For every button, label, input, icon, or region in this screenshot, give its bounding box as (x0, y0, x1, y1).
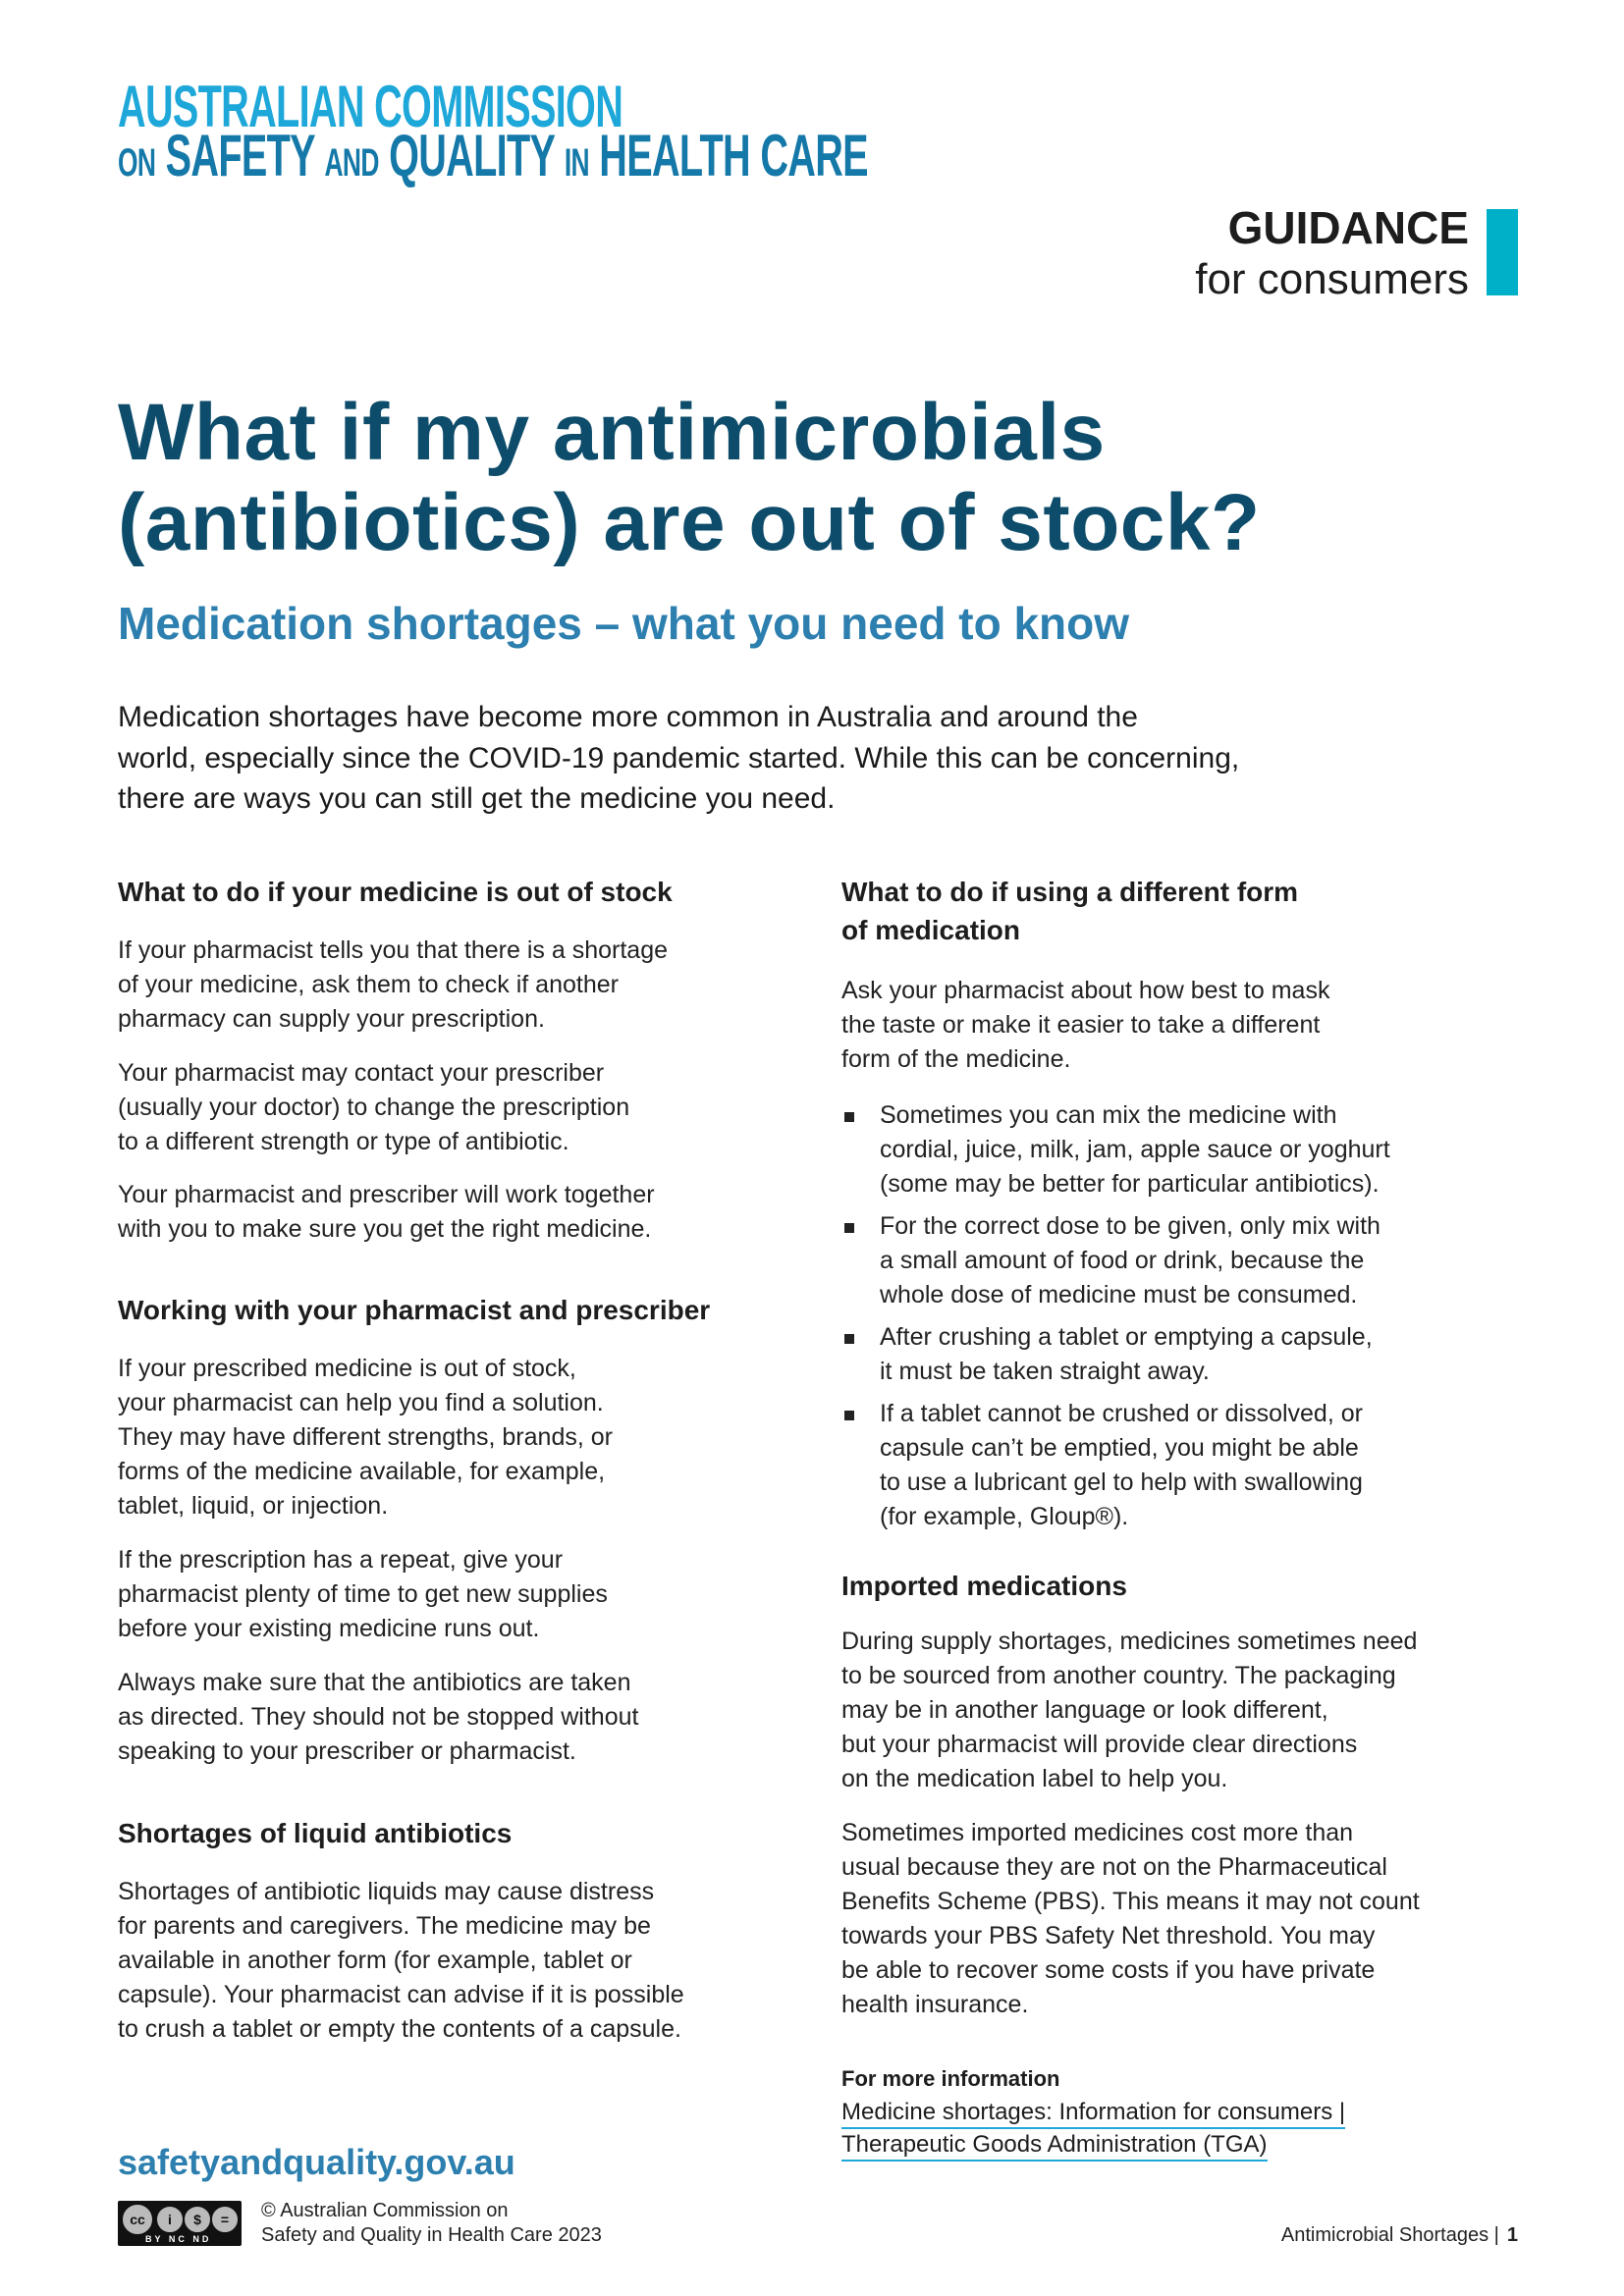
page-subtitle: Medication shortages – what you need to know (118, 598, 1130, 649)
paragraph: Sometimes imported medicines cost more than usual because they are not on the Pharmaceutical Benefits Scheme (PBS). This means it may not count towards your PBS Safety Net threshold. You may be able to recover some costs if you have private health insurance. (841, 1819, 1420, 2018)
bullet-icon (844, 1334, 854, 1344)
page-number: 1 (1506, 2224, 1518, 2246)
paragraph: Ask your pharmacist about how best to mask the taste or make it easier to take a different form of the medicine. (841, 977, 1330, 1073)
paragraph: During supply shortages, medicines sometimes need to be sourced from another country. The packaging may be in another language or look different, but your pharmacist will provide clear directions on the medication label to help you. (841, 1628, 1418, 1792)
paragraph: If your prescribed medicine is out of stock, your pharmacist can help you find a solution. They may have different strengths, brands, or forms of the medicine available, for example, tablet, liquid, or injection. (118, 1355, 613, 1520)
heading-different-form: What to do if using a different form of medication (841, 877, 1299, 945)
separator: | (1493, 2224, 1499, 2246)
more-info-label: For more information (841, 2066, 1060, 2091)
heading-liquid-antibiotics: Shortages of liquid antibiotics (118, 1818, 513, 1848)
heading-out-of-stock: What to do if your medicine is out of stock (118, 877, 673, 907)
logo-line-2 (118, 123, 868, 188)
list-item: For the correct dose to be given, only mix with a small amount of food or drink, because the whole dose of medicine must be consumed. (841, 1209, 1529, 1312)
guidance-sublabel: for consumers (1195, 255, 1469, 303)
tga-link-line-1[interactable]: Medicine shortages: Information for consumers | (841, 2097, 1345, 2129)
paragraph: Your pharmacist and prescriber will work together with you to make sure you get the right medicine. (118, 1181, 655, 1243)
page-footer (1281, 2223, 1518, 2248)
list-item: Sometimes you can mix the medicine with cordial, juice, milk, jam, apple sauce or yoghurt (some may be better for particular antibiotics). (841, 1098, 1529, 1201)
paragraph: Your pharmacist may contact your prescriber (usually your doctor) to change the prescription to a different strength or type of antibiotic. (118, 1059, 630, 1155)
paragraph: Shortages of antibiotic liquids may cause distress for parents and caregivers. The medicine may be available in another form (for example, tablet or capsule). Your pharmacist can advise if it is possible to crush a tablet or empty the contents of a capsule. (118, 1878, 684, 2043)
paragraph: If the prescription has a repeat, give your pharmacist plenty of time to get new supplies before your existing medicine runs out. (118, 1546, 608, 1642)
list-item: After crushing a tablet or emptying a capsule, it must be taken straight away. (841, 1320, 1529, 1389)
paragraph: If your pharmacist tells you that there is a shortage of your medicine, ask them to check if another pharmacy can supply your prescription. (118, 936, 668, 1033)
bullet-icon (844, 1411, 854, 1420)
creative-commons-icon: cc i $ = BY NC ND (118, 2201, 242, 2246)
intro-paragraph: Medication shortages have become more common in Australia and around the world, especially since the COVID-19 pandemic started. While this can be concerning, there are ways you can still get the medicine you need. (118, 701, 1240, 815)
page-title: What if my antimicrobials (antibiotics) are out of stock? (118, 388, 1261, 567)
tips-list (841, 1098, 1529, 1542)
bullet-icon (844, 1112, 854, 1122)
bullet-icon (844, 1223, 854, 1233)
accent-bar (1487, 209, 1518, 295)
logo-word: IN (564, 141, 589, 185)
website-link[interactable]: safetyandquality.gov.au (118, 2142, 515, 2182)
more-info-link (841, 2097, 1529, 2162)
tga-link-line-2[interactable]: Therapeutic Goods Administration (TGA) (841, 2129, 1268, 2162)
logo-word: SAFETY (165, 123, 315, 188)
heading-working-with-pharmacist: Working with your pharmacist and prescriber (118, 1295, 711, 1325)
logo-word: QUALITY (389, 123, 555, 188)
list-item: If a tablet cannot be crushed or dissolved, or capsule can’t be emptied, you might be able to use a lubricant gel to help with swallowing (for example, Gloup®). (841, 1397, 1529, 1534)
logo-line-1: AUSTRALIAN COMMISSION (118, 74, 623, 139)
license-label: BY NC ND (145, 2234, 212, 2244)
heading-imported-medications: Imported medications (841, 1571, 1127, 1601)
logo-word: AND (324, 141, 379, 185)
guidance-label: GUIDANCE (1227, 202, 1469, 253)
copyright-text: © Australian Commission on Safety and Quality in Health Care 2023 (261, 2200, 602, 2246)
paragraph: Always make sure that the antibiotics are taken as directed. They should not be stopped without speaking to your prescriber or pharmacist. (118, 1669, 639, 1765)
logo-word: HEALTH CARE (599, 123, 868, 188)
logo-word: ON (118, 141, 156, 185)
document-name: Antimicrobial Shortages (1280, 2224, 1489, 2246)
